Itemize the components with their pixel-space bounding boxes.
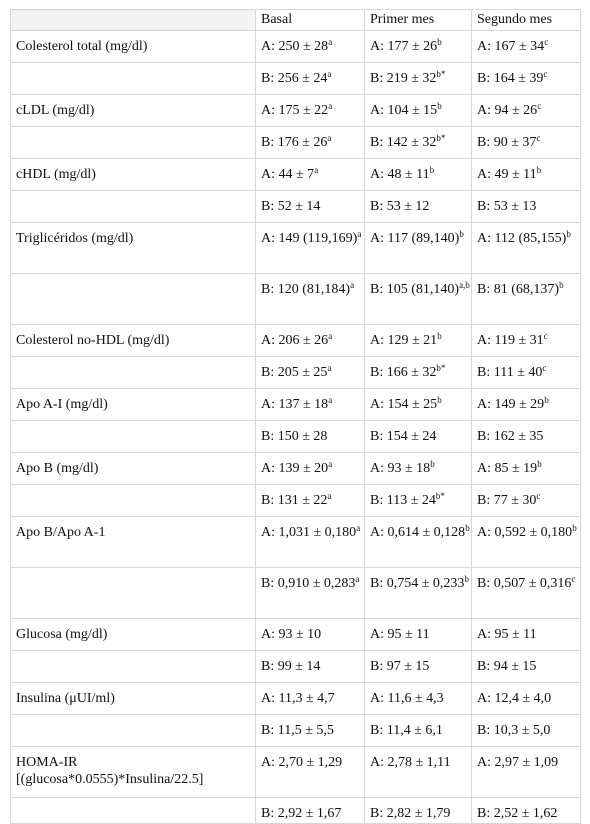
table-row xyxy=(11,389,581,421)
value-text: A: 95 ± 11 xyxy=(370,627,430,642)
value-text: B: 2,52 ± 1,62 xyxy=(477,806,558,821)
row-label: Apo B (mg/dl) xyxy=(11,453,256,485)
significance-superscript: a xyxy=(327,491,332,501)
value-cell xyxy=(472,619,581,651)
value-text: B: 219 ± 32 xyxy=(370,71,437,86)
table-row xyxy=(11,651,581,683)
value-cell xyxy=(472,517,581,568)
value-cell xyxy=(472,715,581,747)
table-row xyxy=(11,274,581,325)
value-text: B: 2,82 ± 1,79 xyxy=(370,806,451,821)
value-cell xyxy=(365,485,472,517)
significance-superscript: a xyxy=(328,395,333,405)
significance-superscript: b* xyxy=(435,491,445,501)
significance-superscript: b xyxy=(464,574,469,584)
value-cell xyxy=(365,568,472,619)
table-row xyxy=(11,747,581,798)
significance-superscript: b xyxy=(566,229,571,239)
value-cell xyxy=(365,31,472,63)
table-row xyxy=(11,619,581,651)
table-row xyxy=(11,453,581,485)
row-label: Colesterol no-HDL (mg/dl) xyxy=(11,325,256,357)
value-cell xyxy=(365,95,472,127)
value-cell xyxy=(472,191,581,223)
value-text: A: 2,97 ± 1,09 xyxy=(477,755,559,770)
value-cell xyxy=(256,798,365,824)
significance-superscript: b xyxy=(437,37,442,47)
header-blank-cell xyxy=(11,10,256,31)
significance-superscript: b xyxy=(559,280,564,290)
significance-superscript: b xyxy=(437,331,442,341)
table-row xyxy=(11,683,581,715)
row-label xyxy=(11,715,256,747)
value-text: B: 111 ± 40 xyxy=(477,365,543,380)
header-basal: Basal xyxy=(256,10,365,31)
row-label: Apo B/Apo A-1 xyxy=(11,517,256,568)
table-row xyxy=(11,127,581,159)
value-cell xyxy=(365,683,472,715)
row-label xyxy=(11,127,256,159)
value-text: A: 93 ± 10 xyxy=(261,627,322,642)
value-cell xyxy=(256,619,365,651)
value-text: B: 142 ± 32 xyxy=(370,135,437,150)
table-row xyxy=(11,357,581,389)
significance-superscript: b xyxy=(430,459,435,469)
value-cell xyxy=(365,159,472,191)
value-cell xyxy=(365,191,472,223)
table-row xyxy=(11,568,581,619)
value-cell xyxy=(256,747,365,798)
value-cell xyxy=(472,421,581,453)
significance-superscript: b xyxy=(572,523,577,533)
row-label xyxy=(11,651,256,683)
significance-superscript: a xyxy=(355,574,360,584)
row-label: Apo A-I (mg/dl) xyxy=(11,389,256,421)
table-row xyxy=(11,325,581,357)
table-row xyxy=(11,31,581,63)
value-cell xyxy=(365,747,472,798)
significance-superscript: c xyxy=(544,37,549,47)
value-text: B: 166 ± 32 xyxy=(370,365,437,380)
value-text: A: 250 ± 28 xyxy=(261,39,329,54)
header-primer-mes: Primer mes xyxy=(365,10,472,31)
row-label: Insulina (μUI/ml) xyxy=(11,683,256,715)
value-text: A: 104 ± 15 xyxy=(370,103,438,118)
value-cell xyxy=(256,357,365,389)
value-text: B: 90 ± 37 xyxy=(477,135,537,150)
significance-superscript: a xyxy=(327,363,332,373)
value-text: B: 53 ± 13 xyxy=(477,199,537,214)
value-cell xyxy=(365,619,472,651)
value-text: B: 11,4 ± 6,1 xyxy=(370,723,443,738)
header-row xyxy=(11,10,581,31)
value-text: A: 177 ± 26 xyxy=(370,39,438,54)
value-cell xyxy=(365,223,472,274)
value-cell xyxy=(472,357,581,389)
significance-superscript: a,b xyxy=(459,280,470,290)
significance-superscript: b* xyxy=(436,133,446,143)
value-text: B: 97 ± 15 xyxy=(370,659,430,674)
value-text: B: 120 (81,184) xyxy=(261,282,351,297)
significance-superscript: a xyxy=(328,101,333,111)
value-cell xyxy=(256,715,365,747)
value-text: A: 119 ± 31 xyxy=(477,333,544,348)
value-text: B: 77 ± 30 xyxy=(477,493,537,508)
row-label xyxy=(11,568,256,619)
value-text: B: 113 ± 24 xyxy=(370,493,436,508)
value-text: B: 53 ± 12 xyxy=(370,199,430,214)
value-text: A: 93 ± 18 xyxy=(370,461,431,476)
value-text: B: 52 ± 14 xyxy=(261,199,321,214)
value-text: B: 150 ± 28 xyxy=(261,429,328,444)
row-label xyxy=(11,63,256,95)
table-row xyxy=(11,159,581,191)
header-segundo-mes: Segundo mes xyxy=(472,10,581,31)
value-cell xyxy=(472,127,581,159)
row-label: cHDL (mg/dl) xyxy=(11,159,256,191)
value-text: B: 94 ± 15 xyxy=(477,659,537,674)
significance-superscript: b* xyxy=(436,363,446,373)
value-text: B: 81 (68,137) xyxy=(477,282,560,297)
significance-superscript: b xyxy=(429,165,435,175)
significance-superscript: b xyxy=(465,523,470,533)
value-text: A: 112 (85,155) xyxy=(477,231,567,246)
value-text: B: 0,910 ± 0,283 xyxy=(261,576,356,591)
significance-superscript: b xyxy=(537,459,542,469)
value-text: B: 2,92 ± 1,67 xyxy=(261,806,342,821)
significance-superscript: c xyxy=(543,331,548,341)
value-cell xyxy=(472,485,581,517)
significance-superscript: b xyxy=(536,165,542,175)
value-text: A: 0,592 ± 0,180 xyxy=(477,525,573,540)
value-cell xyxy=(472,568,581,619)
value-cell xyxy=(472,651,581,683)
value-text: B: 131 ± 22 xyxy=(261,493,328,508)
significance-superscript: a xyxy=(328,459,333,469)
results-table xyxy=(10,9,581,824)
value-cell xyxy=(472,389,581,421)
value-cell xyxy=(472,159,581,191)
value-text: B: 0,754 ± 0,233 xyxy=(370,576,465,591)
row-label xyxy=(11,357,256,389)
value-text: A: 175 ± 22 xyxy=(261,103,329,118)
row-label: Glucosa (mg/dl) xyxy=(11,619,256,651)
value-cell xyxy=(365,517,472,568)
value-cell xyxy=(365,651,472,683)
row-label: cLDL (mg/dl) xyxy=(11,95,256,127)
value-text: A: 149 (119,169) xyxy=(261,231,358,246)
value-text: A: 1,031 ± 0,180 xyxy=(261,525,357,540)
value-text: A: 48 ± 11 xyxy=(370,167,430,182)
value-cell xyxy=(365,274,472,325)
value-cell xyxy=(365,63,472,95)
value-text: B: 105 (81,140) xyxy=(370,282,460,297)
value-text: A: 149 ± 29 xyxy=(477,397,545,412)
table-row xyxy=(11,485,581,517)
value-text: B: 10,3 ± 5,0 xyxy=(477,723,551,738)
value-cell xyxy=(256,127,365,159)
table-row xyxy=(11,223,581,274)
value-cell xyxy=(472,274,581,325)
value-text: A: 49 ± 11 xyxy=(477,167,537,182)
significance-superscript: c xyxy=(536,491,541,501)
value-cell xyxy=(365,715,472,747)
value-cell xyxy=(472,683,581,715)
value-text: B: 205 ± 25 xyxy=(261,365,328,380)
significance-superscript: b xyxy=(459,229,464,239)
value-cell xyxy=(256,389,365,421)
table-row xyxy=(11,191,581,223)
significance-superscript: a xyxy=(314,165,319,175)
value-cell xyxy=(365,357,472,389)
value-text: A: 139 ± 20 xyxy=(261,461,329,476)
row-label xyxy=(11,421,256,453)
value-text: B: 176 ± 26 xyxy=(261,135,328,150)
significance-superscript: a xyxy=(328,331,333,341)
value-cell xyxy=(256,63,365,95)
results-table-container xyxy=(10,9,581,824)
value-cell xyxy=(256,159,365,191)
table-row xyxy=(11,63,581,95)
significance-superscript: a xyxy=(327,133,332,143)
value-cell xyxy=(472,95,581,127)
value-cell xyxy=(365,127,472,159)
table-header xyxy=(11,10,581,31)
value-cell xyxy=(256,325,365,357)
significance-superscript: b* xyxy=(436,69,446,79)
value-text: A: 44 ± 7 xyxy=(261,167,315,182)
significance-superscript: a xyxy=(327,69,332,79)
value-cell xyxy=(365,325,472,357)
value-cell xyxy=(472,31,581,63)
value-text: B: 99 ± 14 xyxy=(261,659,321,674)
value-text: A: 94 ± 26 xyxy=(477,103,538,118)
row-label xyxy=(11,191,256,223)
value-text: B: 154 ± 24 xyxy=(370,429,437,444)
value-text: A: 137 ± 18 xyxy=(261,397,329,412)
value-text: B: 164 ± 39 xyxy=(477,71,544,86)
table-row xyxy=(11,715,581,747)
value-text: B: 11,5 ± 5,5 xyxy=(261,723,334,738)
significance-superscript: c xyxy=(542,363,547,373)
value-cell xyxy=(256,517,365,568)
significance-superscript: b xyxy=(544,395,549,405)
significance-superscript: c xyxy=(537,101,542,111)
significance-superscript: c xyxy=(543,69,548,79)
significance-superscript: a xyxy=(357,229,362,239)
value-cell xyxy=(256,683,365,715)
significance-superscript: a xyxy=(350,280,355,290)
value-text: A: 2,70 ± 1,29 xyxy=(261,755,343,770)
value-text: A: 11,3 ± 4,7 xyxy=(261,691,335,706)
row-label: HOMA-IR [(glucosa*0.0555)*Insulina/22.5] xyxy=(11,747,256,798)
value-cell xyxy=(365,798,472,824)
row-label xyxy=(11,798,256,824)
value-text: A: 206 ± 26 xyxy=(261,333,329,348)
value-cell xyxy=(256,651,365,683)
value-cell xyxy=(256,568,365,619)
value-cell xyxy=(365,453,472,485)
significance-superscript: a xyxy=(356,523,361,533)
value-cell xyxy=(365,389,472,421)
significance-superscript: a xyxy=(328,37,333,47)
value-cell xyxy=(256,95,365,127)
significance-superscript: c xyxy=(571,574,576,584)
value-cell xyxy=(256,421,365,453)
value-text: A: 117 (89,140) xyxy=(370,231,460,246)
row-label: Colesterol total (mg/dl) xyxy=(11,31,256,63)
value-cell xyxy=(256,223,365,274)
value-text: A: 154 ± 25 xyxy=(370,397,438,412)
value-text: A: 129 ± 21 xyxy=(370,333,438,348)
value-cell xyxy=(256,485,365,517)
table-row xyxy=(11,421,581,453)
significance-superscript: b xyxy=(437,101,442,111)
table-row xyxy=(11,798,581,824)
value-cell xyxy=(472,453,581,485)
value-text: B: 0,507 ± 0,316 xyxy=(477,576,572,591)
table-row xyxy=(11,95,581,127)
value-cell xyxy=(472,63,581,95)
value-text: A: 11,6 ± 4,3 xyxy=(370,691,444,706)
row-label xyxy=(11,485,256,517)
value-cell xyxy=(472,325,581,357)
value-text: A: 167 ± 34 xyxy=(477,39,545,54)
table-body xyxy=(11,31,581,824)
value-cell xyxy=(256,453,365,485)
table-row xyxy=(11,517,581,568)
value-text: A: 95 ± 11 xyxy=(477,627,537,642)
value-cell xyxy=(256,274,365,325)
value-cell xyxy=(472,798,581,824)
value-cell xyxy=(472,747,581,798)
value-text: A: 85 ± 19 xyxy=(477,461,538,476)
row-label: Triglicéridos (mg/dl) xyxy=(11,223,256,274)
value-cell xyxy=(256,31,365,63)
significance-superscript: b xyxy=(437,395,442,405)
value-cell xyxy=(472,223,581,274)
value-text: A: 12,4 ± 4,0 xyxy=(477,691,552,706)
value-text: B: 162 ± 35 xyxy=(477,429,544,444)
row-label xyxy=(11,274,256,325)
value-text: A: 0,614 ± 0,128 xyxy=(370,525,466,540)
value-text: B: 256 ± 24 xyxy=(261,71,328,86)
significance-superscript: c xyxy=(536,133,541,143)
value-cell xyxy=(365,421,472,453)
value-text: A: 2,78 ± 1,11 xyxy=(370,755,451,770)
value-cell xyxy=(256,191,365,223)
